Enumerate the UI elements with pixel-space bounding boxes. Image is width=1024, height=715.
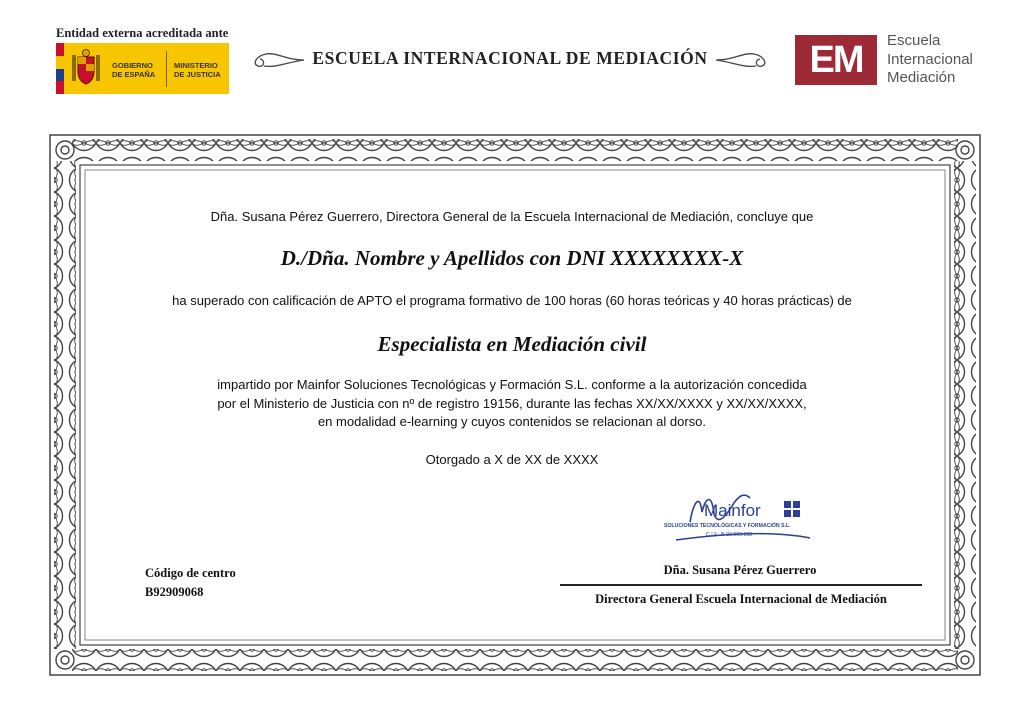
em-logo-letters: EM bbox=[809, 39, 863, 81]
signer-title: Directora General Escuela Internacional de Mediación bbox=[595, 592, 887, 606]
stamp-line2: C.I.F.: B-92.909.068 bbox=[706, 532, 753, 538]
em-word: Mediación bbox=[887, 69, 956, 86]
recipient-name: D./Dña. Nombre y Apellidos con DNI XXXXXXXX-X bbox=[280, 246, 744, 270]
ministerio-de-justicia-text: MINISTERIO DE JUSTICIA bbox=[174, 61, 221, 79]
stamp-line1: SOLUCIONES TECNOLÓGICAS Y FORMACIÓN S.L. bbox=[664, 523, 791, 529]
signature-line bbox=[560, 584, 922, 586]
stamp-brand: Mainfor bbox=[704, 501, 761, 520]
course-details bbox=[100, 376, 924, 432]
gobierno-de-espana-text: GOBIERNO DE ESPAÑA bbox=[112, 61, 156, 79]
mainfor-signature-stamp bbox=[660, 486, 820, 548]
signer-name: Dña. Susana Pérez Guerrero bbox=[663, 563, 817, 577]
achievement-text: ha superado con calificación de APTO el programa formativo de 100 horas (60 horas teóricas y 40 horas prácticas) de bbox=[172, 293, 852, 308]
details-line: por el Ministerio de Justicia con nº de registro 19156, durante las fechas XX/XX/XXXX y XX/XX/XXXX, bbox=[217, 395, 807, 411]
center-code-label: Código de centro bbox=[145, 566, 236, 580]
accreditation-text: Entidad externa acreditada ante bbox=[56, 26, 229, 40]
course-title: Especialista en Mediación civil bbox=[377, 332, 647, 356]
em-word: Escuela bbox=[887, 32, 941, 49]
center-code: B92909068 bbox=[145, 585, 204, 599]
details-line: impartido por Mainfor Soluciones Tecnológicas y Formación S.L. conforme a la autorización concedida bbox=[217, 377, 807, 392]
details-line: en modalidad e-learning y cuyos contenidos se relacionan al dorso. bbox=[317, 414, 707, 429]
school-title: ESCUELA INTERNACIONAL DE MEDIACIÓN bbox=[312, 48, 708, 68]
certificate-intro: Dña. Susana Pérez Guerrero, Directora General de la Escuela Internacional de Mediación, concluye que bbox=[210, 209, 814, 224]
granted-date: Otorgado a X de XX de XXXX bbox=[425, 452, 599, 467]
em-word: Internacional bbox=[887, 50, 973, 68]
